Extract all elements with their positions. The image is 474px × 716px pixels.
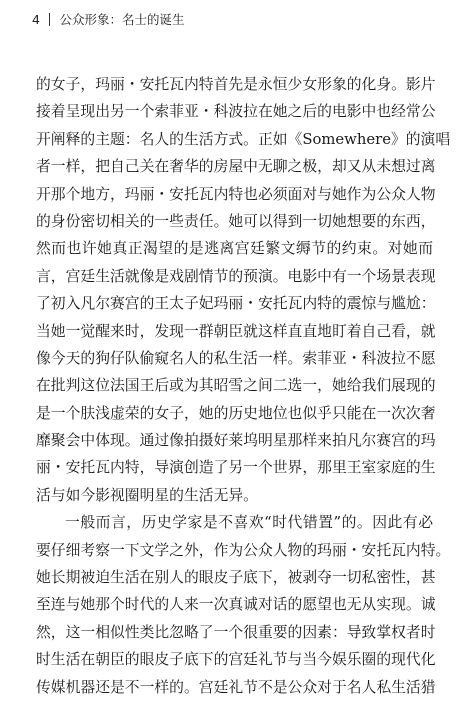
text-line: 然，这一相似性类比忽略了一个很重要的因素：导致掌权者时	[36, 623, 436, 641]
text-line: 者一样，把自己关在奢华的房屋中无聊之极，却又从未想过离	[36, 158, 436, 176]
text-line: 在批判这位法国王后或为其昭雪之间二选一，她给我们展现的	[36, 377, 436, 395]
text-line: 开那个地方，玛丽・安托瓦内特也必须面对与她作为公众人物	[36, 185, 436, 203]
paragraph	[36, 509, 451, 701]
text-line: 传媒机器还是不一样的。宫廷礼节不是公众对于名人私生活猎	[36, 678, 436, 696]
text-line: 她长期被迫生活在别人的眼皮子底下，被剥夺一切私密性，甚	[36, 569, 436, 587]
running-head	[32, 9, 184, 29]
text-line: 的女子，玛丽・安托瓦内特首先是永恒少女形象的化身。影片	[36, 76, 436, 93]
text-line: 言，宫廷生活就像是戏剧情节的预演。电影中有一个场景表现	[36, 267, 436, 285]
text-line: 开阐释的主题：名人的生活方式。正如《Somewhere》的演唱	[36, 130, 451, 148]
text-line: 当她一觉醒来时，发现一群朝臣就这样直直地盯着自己看，就	[36, 322, 436, 340]
text-line: 接着呈现出另一个索菲亚・科波拉在她之后的电影中也经常公	[36, 103, 436, 121]
text-line: 靡聚会中体现。通过像拍摄好莱坞明星那样来拍凡尔赛宫的玛	[36, 432, 436, 450]
text-line: 了初入凡尔赛宫的王太子妃玛丽・安托瓦内特的震惊与尴尬：	[36, 295, 436, 313]
text-line: 像今天的狗仔队偷窥名人的私生活一样。索菲亚・科波拉不愿	[36, 349, 436, 367]
text-line: 然而也许她真正渴望的是逃离宫廷繁文缛节的约束。对她而	[36, 240, 433, 258]
body-text	[36, 71, 451, 701]
text-line: 时生活在朝臣的眼皮子底下的宫廷礼节与当今娱乐圈的现代化	[36, 651, 436, 669]
header-divider	[49, 13, 51, 26]
text-line: 的身份密切相关的一些责任。她可以得到一切她想要的东西，	[36, 212, 436, 230]
text-line: 要仔细考察一下文学之外，作为公众人物的玛丽・安托瓦内特。	[36, 541, 451, 559]
text-line: 一般而言，历史学家是不喜欢“时代错置”的。因此有必	[65, 514, 433, 532]
page-number: 4	[32, 11, 40, 27]
text-line: 是一个肤浅虚荣的女子，她的历史地位也似乎只能在一次次奢	[36, 404, 436, 422]
text-line: 丽・安托瓦内特，导演创造了另一个世界，那里王室家庭的生	[36, 459, 436, 477]
text-line: 至连与她那个时代的人来一次真诚对话的愿望也无从实现。诚	[36, 596, 436, 614]
text-line: 活与如今影视圈明星的生活无异。	[36, 486, 258, 504]
chapter-title: 公众形象：名士的诞生	[59, 12, 185, 27]
paragraph	[36, 71, 451, 509]
